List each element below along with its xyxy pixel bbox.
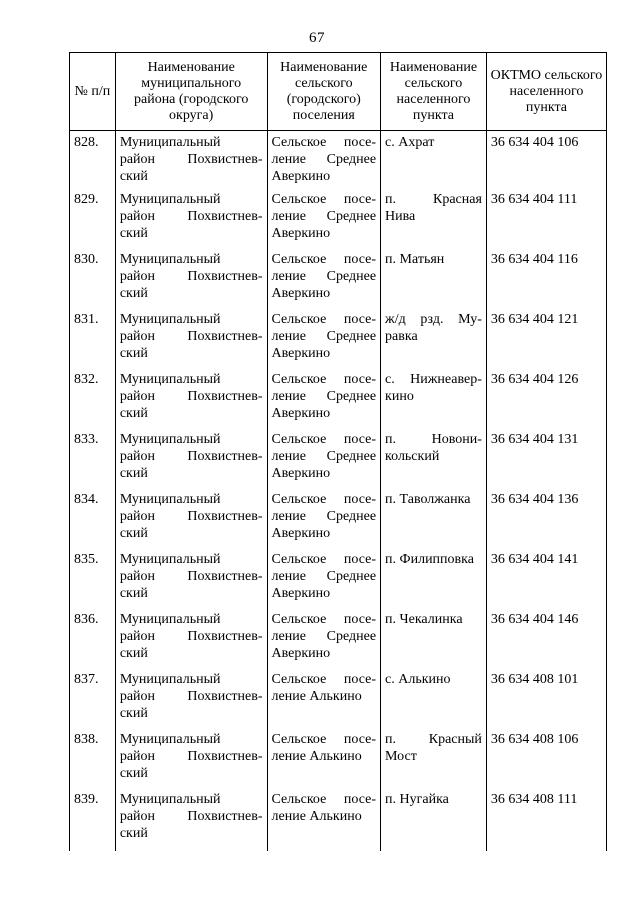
locality-line: кольский <box>385 449 440 464</box>
page-number: 67 <box>309 30 325 46</box>
table-row <box>70 311 607 371</box>
district-line: район Похвистнев- <box>119 269 263 284</box>
district-cell <box>115 491 267 551</box>
settlement-line: Аверкино <box>271 169 331 184</box>
settlement-line: Сельское посе- <box>271 192 377 207</box>
settlement-line: ление Среднее <box>271 389 377 404</box>
row-number: 835. <box>70 551 116 611</box>
district-line: Муниципальный <box>119 432 221 447</box>
settlement-line: Сельское посе- <box>271 252 377 267</box>
settlement-line: ление Среднее <box>271 329 377 344</box>
district-line: Муниципальный <box>119 492 221 507</box>
locality-cell <box>381 311 487 371</box>
locality-line: п. Матьян <box>385 252 445 267</box>
oktmo-cell: 36 634 404 131 <box>486 431 606 491</box>
oktmo-cell: 36 634 408 101 <box>486 671 606 731</box>
settlement-cell <box>267 311 381 371</box>
row-number: 838. <box>70 731 116 791</box>
table-row <box>70 491 607 551</box>
district-cell <box>115 371 267 431</box>
locality-line: п. Чекалинка <box>385 612 463 627</box>
locality-cell <box>381 551 487 611</box>
district-line: район Похвистнев- <box>119 389 263 404</box>
settlement-line: Сельское посе- <box>271 672 377 687</box>
settlement-line: Сельское посе- <box>271 135 377 150</box>
table-row <box>70 611 607 671</box>
settlement-cell <box>267 611 381 671</box>
settlement-cell <box>267 551 381 611</box>
district-line: район Похвистнев- <box>119 449 263 464</box>
locality-line: п. Новони- <box>385 432 482 447</box>
district-line: район Похвистнев- <box>119 509 263 524</box>
locality-cell <box>381 611 487 671</box>
table-header-row <box>70 53 607 131</box>
settlement-line: Сельское посе- <box>271 612 377 627</box>
settlement-line: ление Среднее <box>271 569 377 584</box>
settlement-line: Аверкино <box>271 526 331 541</box>
settlement-line: ление Среднее <box>271 209 377 224</box>
district-line: Муниципальный <box>119 792 221 807</box>
locality-line: кино <box>385 389 414 404</box>
settlement-cell <box>267 731 381 791</box>
table-row <box>70 551 607 611</box>
oktmo-cell: 36 634 408 111 <box>486 791 606 851</box>
settlement-line: Сельское посе- <box>271 372 377 387</box>
district-line: район Похвистнев- <box>119 689 263 704</box>
district-line: район Похвистнев- <box>119 152 263 167</box>
locality-line: п. Красная <box>385 192 482 207</box>
district-line: ский <box>119 706 148 721</box>
settlement-line: Сельское посе- <box>271 552 377 567</box>
settlement-line: Сельское посе- <box>271 492 377 507</box>
district-line: Муниципальный <box>119 612 221 627</box>
settlement-line: Аверкино <box>271 586 331 601</box>
row-number: 834. <box>70 491 116 551</box>
district-line: Муниципальный <box>119 552 221 567</box>
district-line: ский <box>119 526 148 541</box>
table-row <box>70 191 607 251</box>
district-cell <box>115 671 267 731</box>
header-settlement: Наименование сельского (городского) поселения <box>267 53 381 131</box>
row-number: 829. <box>70 191 116 251</box>
row-number: 832. <box>70 371 116 431</box>
settlement-line: ление Алькино <box>271 809 362 824</box>
table-body <box>70 131 607 852</box>
district-line: район Похвистнев- <box>119 749 263 764</box>
district-line: район Похвистнев- <box>119 809 263 824</box>
row-number: 839. <box>70 791 116 851</box>
oktmo-cell: 36 634 404 111 <box>486 191 606 251</box>
locality-line: п. Таволжанка <box>385 492 471 507</box>
header-number: № п/п <box>70 53 116 131</box>
table-row <box>70 251 607 311</box>
table-row <box>70 371 607 431</box>
locality-line: ж/д рзд. Му- <box>385 312 482 327</box>
district-line: район Похвистнев- <box>119 329 263 344</box>
district-cell <box>115 311 267 371</box>
locality-line: Нива <box>385 209 416 224</box>
settlement-line: Аверкино <box>271 226 331 241</box>
district-line: район Похвистнев- <box>119 209 263 224</box>
settlements-table <box>69 52 607 851</box>
district-cell <box>115 611 267 671</box>
settlement-line: Аверкино <box>271 286 331 301</box>
settlement-line: Сельское посе- <box>271 432 377 447</box>
district-line: Муниципальный <box>119 192 221 207</box>
district-cell <box>115 431 267 491</box>
district-line: Муниципальный <box>119 672 221 687</box>
settlement-cell <box>267 791 381 851</box>
district-line: ский <box>119 169 148 184</box>
header-locality: Наименование сельского населенного пункта <box>381 53 487 131</box>
district-line: Муниципальный <box>119 732 221 747</box>
locality-line: п. Красный <box>385 732 482 747</box>
settlement-cell <box>267 191 381 251</box>
locality-cell <box>381 191 487 251</box>
district-line: Муниципальный <box>119 252 221 267</box>
district-line: район Похвистнев- <box>119 629 263 644</box>
district-cell <box>115 791 267 851</box>
oktmo-cell: 36 634 404 146 <box>486 611 606 671</box>
locality-line: равка <box>385 329 418 344</box>
settlement-cell <box>267 371 381 431</box>
oktmo-cell: 36 634 404 106 <box>486 131 606 192</box>
table-row <box>70 791 607 851</box>
locality-cell <box>381 371 487 431</box>
locality-cell <box>381 131 487 192</box>
district-line: Муниципальный <box>119 372 221 387</box>
locality-line: с. Нижнеавер- <box>385 372 482 387</box>
district-line: ский <box>119 226 148 241</box>
settlement-line: Аверкино <box>271 646 331 661</box>
locality-line: п. Филипповка <box>385 552 474 567</box>
oktmo-cell: 36 634 408 106 <box>486 731 606 791</box>
district-line: ский <box>119 826 148 841</box>
district-cell <box>115 551 267 611</box>
row-number: 831. <box>70 311 116 371</box>
district-cell <box>115 731 267 791</box>
district-cell <box>115 131 267 192</box>
oktmo-cell: 36 634 404 121 <box>486 311 606 371</box>
table-row <box>70 431 607 491</box>
district-line: ский <box>119 586 148 601</box>
settlement-cell <box>267 251 381 311</box>
settlement-line: ление Среднее <box>271 509 377 524</box>
settlement-cell <box>267 131 381 192</box>
oktmo-cell: 36 634 404 136 <box>486 491 606 551</box>
table-row <box>70 731 607 791</box>
locality-cell <box>381 791 487 851</box>
settlement-cell <box>267 671 381 731</box>
row-number: 836. <box>70 611 116 671</box>
district-line: Муниципальный <box>119 312 221 327</box>
settlement-line: Сельское посе- <box>271 732 377 747</box>
district-cell <box>115 191 267 251</box>
settlement-line: Сельское посе- <box>271 312 377 327</box>
settlement-line: ление Среднее <box>271 269 377 284</box>
row-number: 828. <box>70 131 116 192</box>
settlement-cell <box>267 491 381 551</box>
district-line: ский <box>119 466 148 481</box>
header-oktmo: ОКТМО сельского населенного пункта <box>486 53 606 131</box>
row-number: 833. <box>70 431 116 491</box>
oktmo-cell: 36 634 404 116 <box>486 251 606 311</box>
settlement-line: ление Алькино <box>271 689 362 704</box>
locality-cell <box>381 671 487 731</box>
district-line: ский <box>119 286 148 301</box>
settlement-line: ление Среднее <box>271 449 377 464</box>
settlement-line: Аверкино <box>271 466 331 481</box>
district-cell <box>115 251 267 311</box>
district-line: ский <box>119 646 148 661</box>
settlement-line: Аверкино <box>271 346 331 361</box>
settlement-line: ление Среднее <box>271 152 377 167</box>
district-line: ский <box>119 766 148 781</box>
locality-line: с. Ахрат <box>385 135 435 150</box>
locality-cell <box>381 491 487 551</box>
oktmo-cell: 36 634 404 126 <box>486 371 606 431</box>
settlement-line: Сельское посе- <box>271 792 377 807</box>
locality-line: п. Нугайка <box>385 792 449 807</box>
locality-line: Мост <box>385 749 417 764</box>
district-line: ский <box>119 346 148 361</box>
oktmo-cell: 36 634 404 141 <box>486 551 606 611</box>
locality-cell <box>381 731 487 791</box>
row-number: 830. <box>70 251 116 311</box>
district-line: район Похвистнев- <box>119 569 263 584</box>
table-row <box>70 671 607 731</box>
settlement-line: ление Алькино <box>271 749 362 764</box>
row-number: 837. <box>70 671 116 731</box>
locality-cell <box>381 251 487 311</box>
settlement-cell <box>267 431 381 491</box>
settlement-line: Аверкино <box>271 406 331 421</box>
header-district: Наименование муниципального района (городского округа) <box>115 53 267 131</box>
district-line: ский <box>119 406 148 421</box>
settlement-line: ление Среднее <box>271 629 377 644</box>
locality-line: с. Алькино <box>385 672 451 687</box>
locality-cell <box>381 431 487 491</box>
district-line: Муниципальный <box>119 135 221 150</box>
table-row <box>70 131 607 192</box>
